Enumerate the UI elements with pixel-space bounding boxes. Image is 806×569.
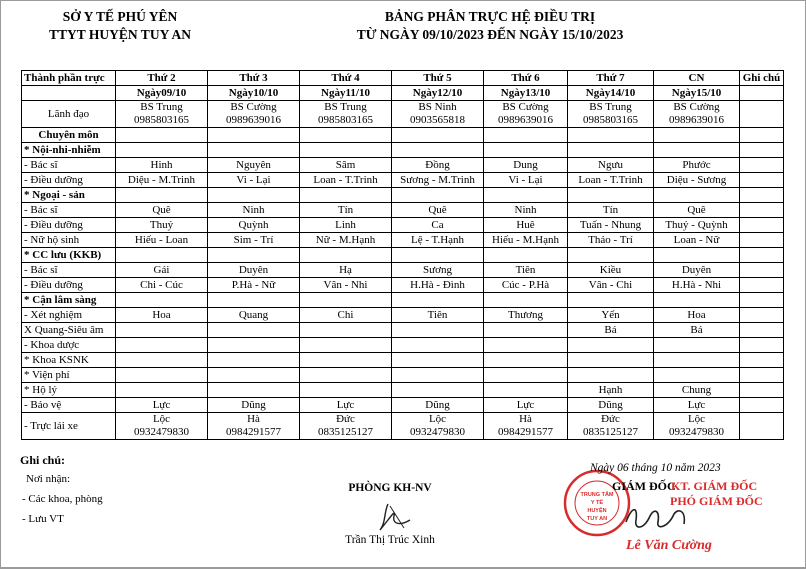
duty-cell <box>654 188 740 203</box>
duty-cell: H.Hà - Đình <box>392 278 484 293</box>
table-row <box>22 278 784 293</box>
duty-cell <box>392 353 484 368</box>
duty-cell <box>392 188 484 203</box>
duty-cell: Ninh <box>484 203 568 218</box>
notes-cell <box>740 248 784 263</box>
title-line-1: BẢNG PHÂN TRỰC HỆ ĐIỀU TRỊ <box>384 9 596 24</box>
driver-cell <box>484 413 568 440</box>
row-label: - Trực lái xe <box>22 413 116 440</box>
duty-cell: Quê <box>116 203 208 218</box>
duty-cell <box>300 353 392 368</box>
duty-cell: Ngưu <box>568 158 654 173</box>
day-name-cell: Thứ 7 <box>568 71 654 86</box>
duty-cell <box>208 143 300 158</box>
table-row <box>22 383 784 398</box>
leader-phone: 0985803165 <box>134 114 189 126</box>
duty-cell: Tiên <box>392 308 484 323</box>
duty-cell <box>392 248 484 263</box>
duty-cell <box>392 338 484 353</box>
day-date-cell: Ngày09/10 <box>116 86 208 101</box>
duty-cell <box>568 338 654 353</box>
duty-cell <box>484 353 568 368</box>
duty-cell <box>568 353 654 368</box>
notes-cell <box>740 398 784 413</box>
day-date-cell: Ngày10/10 <box>208 86 300 101</box>
duty-cell: Tín <box>300 203 392 218</box>
duty-cell <box>568 368 654 383</box>
notes-cell <box>740 383 784 398</box>
notes-cell <box>740 368 784 383</box>
day-name-cell: Thứ 5 <box>392 71 484 86</box>
driver-phone: 0835125127 <box>583 426 638 438</box>
table-row <box>22 338 784 353</box>
department-title: PHÒNG KH-NV <box>348 482 432 494</box>
driver-cell <box>654 413 740 440</box>
duty-cell <box>484 368 568 383</box>
svg-text:HUYỆN: HUYỆN <box>587 508 607 514</box>
duty-cell <box>300 323 392 338</box>
duty-cell <box>392 143 484 158</box>
duty-cell <box>116 188 208 203</box>
org-line-2: TTYT HUYỆN TUY AN <box>49 27 191 42</box>
duty-cell <box>392 368 484 383</box>
duty-cell: Sâm <box>300 158 392 173</box>
leader-cell <box>484 101 568 128</box>
duty-cell <box>116 143 208 158</box>
row-label: - Nữ hộ sinh <box>22 233 116 248</box>
row-label: * CC lưu (KKB) <box>22 248 116 263</box>
document-title <box>300 8 680 44</box>
driver-name: Hà <box>247 413 260 425</box>
duty-cell: Quỳnh <box>208 218 300 233</box>
notes-cell <box>740 128 784 143</box>
duty-cell: Tín <box>568 203 654 218</box>
duty-cell <box>484 338 568 353</box>
day-name-cell: CN <box>654 71 740 86</box>
leader-name: BS Cường <box>230 101 277 113</box>
row-label: Lãnh đạo <box>22 101 116 128</box>
duty-cell <box>300 188 392 203</box>
duty-cell <box>208 248 300 263</box>
duty-cell <box>484 293 568 308</box>
row-label: - Bác sĩ <box>22 263 116 278</box>
duty-cell <box>208 353 300 368</box>
duty-cell: Lực <box>300 398 392 413</box>
duty-cell <box>484 323 568 338</box>
duty-cell <box>484 143 568 158</box>
notes-cell <box>740 263 784 278</box>
duty-cell <box>300 293 392 308</box>
empty-cell <box>22 86 116 101</box>
duty-cell <box>568 248 654 263</box>
driver-name: Đức <box>601 413 620 425</box>
notes-cell <box>740 353 784 368</box>
row-label: - Bác sĩ <box>22 203 116 218</box>
duty-cell: Kiều <box>568 263 654 278</box>
table-row <box>22 233 784 248</box>
leader-cell <box>208 101 300 128</box>
drivers-row <box>22 413 784 440</box>
duty-cell <box>392 383 484 398</box>
duty-cell <box>484 188 568 203</box>
duty-cell <box>300 143 392 158</box>
driver-name: Hà <box>519 413 532 425</box>
leader-phone: 0985803165 <box>583 114 638 126</box>
notes-cell <box>740 233 784 248</box>
duty-cell: Vi - Lại <box>208 173 300 188</box>
svg-text:Y TẾ: Y TẾ <box>590 500 604 506</box>
driver-phone: 0835125127 <box>318 426 373 438</box>
driver-name: Lộc <box>687 413 706 425</box>
duty-cell <box>484 128 568 143</box>
duty-cell <box>484 383 568 398</box>
duty-cell: Hạnh <box>568 383 654 398</box>
notes-cell <box>740 173 784 188</box>
duty-cell: Dũng <box>208 398 300 413</box>
row-label: * Viện phí <box>22 368 116 383</box>
duty-cell <box>116 338 208 353</box>
day-name-cell: Thứ 6 <box>484 71 568 86</box>
duty-cell: Lệ - T.Hạnh <box>392 233 484 248</box>
duty-cell <box>116 353 208 368</box>
notes-cell <box>740 188 784 203</box>
org-line-1: SỞ Y TẾ PHÚ YÊN <box>62 9 178 24</box>
duty-cell <box>654 368 740 383</box>
duty-cell: Quang <box>208 308 300 323</box>
duty-cell: Tuấn - Nhung <box>568 218 654 233</box>
row-label: - Điều dưỡng <box>22 173 116 188</box>
organization-header <box>30 8 210 44</box>
signing-date: Ngày 06 tháng 10 năm 2023 <box>590 462 721 474</box>
duty-cell <box>208 323 300 338</box>
duty-cell: Vân - Chi <box>568 278 654 293</box>
duty-cell <box>116 383 208 398</box>
leader-name: BS Cường <box>502 101 549 113</box>
duty-cell <box>300 128 392 143</box>
duty-cell <box>654 143 740 158</box>
row-label: - Điều dưỡng <box>22 278 116 293</box>
driver-name: Lộc <box>152 413 171 425</box>
duty-cell: H.Hà - Nhi <box>654 278 740 293</box>
day-date-cell: Ngày12/10 <box>392 86 484 101</box>
duty-cell: Phước <box>654 158 740 173</box>
leaders-row <box>22 101 784 128</box>
duty-cell: Hoa <box>654 308 740 323</box>
driver-phone: 0984291577 <box>498 426 553 438</box>
department-signature <box>370 500 420 534</box>
driver-name: Lộc <box>428 413 447 425</box>
duty-cell: Chi <box>300 308 392 323</box>
leader-phone: 0985803165 <box>318 114 373 126</box>
duty-cell <box>654 128 740 143</box>
notes-block <box>20 453 103 525</box>
duty-cell: Dung <box>484 158 568 173</box>
day-name-cell: Thứ 4 <box>300 71 392 86</box>
notes-cell <box>740 413 784 440</box>
duty-cell: P.Hà - Nữ <box>208 278 300 293</box>
table-row <box>22 188 784 203</box>
driver-cell <box>392 413 484 440</box>
department-signer: Trần Thị Trúc Xinh <box>345 534 435 546</box>
duty-cell <box>208 368 300 383</box>
table-row <box>22 368 784 383</box>
duty-cell: Lực <box>116 398 208 413</box>
notes-cell <box>740 158 784 173</box>
leader-cell <box>654 101 740 128</box>
duty-cell <box>654 248 740 263</box>
duty-cell: Vi - Lại <box>484 173 568 188</box>
recipient-item: - Lưu VT <box>22 513 64 525</box>
deputy-director-line: PHÓ GIÁM ĐỐC <box>670 494 763 508</box>
notes-cell <box>740 293 784 308</box>
duty-cell: Loan - T.Trinh <box>300 173 392 188</box>
duty-cell: Ca <box>392 218 484 233</box>
table-row <box>22 398 784 413</box>
duty-cell: Chung <box>654 383 740 398</box>
empty-cell <box>740 86 784 101</box>
table-row <box>22 143 784 158</box>
table-row <box>22 218 784 233</box>
driver-phone: 0932479830 <box>410 426 465 438</box>
table-row <box>22 293 784 308</box>
header-row-dates <box>22 86 784 101</box>
svg-text:TRUNG TÂM: TRUNG TÂM <box>580 492 614 498</box>
duty-cell <box>208 293 300 308</box>
table-row <box>22 308 784 323</box>
driver-cell <box>568 413 654 440</box>
duty-cell <box>300 383 392 398</box>
duty-cell: Bá <box>568 323 654 338</box>
col-header-role: Thành phần trực <box>22 71 116 86</box>
duty-cell <box>654 293 740 308</box>
duty-cell <box>208 128 300 143</box>
row-label: - Bác sĩ <box>22 158 116 173</box>
duty-cell: Vân - Nhi <box>300 278 392 293</box>
notes-cell <box>740 101 784 128</box>
header-row-days <box>22 71 784 86</box>
duty-cell <box>116 368 208 383</box>
leader-cell <box>568 101 654 128</box>
duty-cell: Duyên <box>208 263 300 278</box>
notes-cell <box>740 278 784 293</box>
row-label: - Khoa dược <box>22 338 116 353</box>
duty-cell <box>300 248 392 263</box>
duty-cell: Tiên <box>484 263 568 278</box>
duty-cell: Sim - Trí <box>208 233 300 248</box>
duty-cell: Nữ - M.Hạnh <box>300 233 392 248</box>
row-label: * Khoa KSNK <box>22 353 116 368</box>
director-title: GIÁM ĐỐC <box>612 479 676 493</box>
driver-cell <box>208 413 300 440</box>
duty-cell: Yến <box>568 308 654 323</box>
duty-cell: Lực <box>654 398 740 413</box>
table-row <box>22 128 784 143</box>
director-signer: Lê Văn Cường <box>626 538 712 553</box>
duty-cell <box>208 338 300 353</box>
leader-phone: 0903565818 <box>410 114 465 126</box>
notes-cell <box>740 323 784 338</box>
duty-cell: Diệu - M.Trinh <box>116 173 208 188</box>
recipients-label: Nơi nhận: <box>26 473 71 485</box>
leader-name: BS Trung <box>589 101 632 113</box>
kt-director-line: KT. GIÁM ĐỐC <box>671 479 758 493</box>
duty-cell: Hinh <box>116 158 208 173</box>
notes-cell <box>740 143 784 158</box>
row-label: * Hộ lý <box>22 383 116 398</box>
driver-name: Đức <box>336 413 355 425</box>
duty-cell: Ninh <box>208 203 300 218</box>
duty-cell: Thương <box>484 308 568 323</box>
duty-cell <box>208 188 300 203</box>
row-label: Chuyên môn <box>22 128 116 143</box>
title-line-2: TỪ NGÀY 09/10/2023 ĐẾN NGÀY 15/10/2023 <box>356 27 624 42</box>
duty-cell <box>116 128 208 143</box>
duty-cell: Sương <box>392 263 484 278</box>
leader-phone: 0989639016 <box>226 114 281 126</box>
duty-cell: Hạ <box>300 263 392 278</box>
day-date-cell: Ngày13/10 <box>484 86 568 101</box>
table-row <box>22 173 784 188</box>
table-row <box>22 248 784 263</box>
leader-cell <box>116 101 208 128</box>
duty-cell: Loan - T.Trinh <box>568 173 654 188</box>
duty-cell <box>392 323 484 338</box>
duty-cell: Diệu - Sương <box>654 173 740 188</box>
duty-cell: Thuỷ <box>116 218 208 233</box>
day-date-cell: Ngày14/10 <box>568 86 654 101</box>
duty-cell: Duyên <box>654 263 740 278</box>
leader-name: BS Ninh <box>418 101 457 113</box>
duty-cell <box>392 293 484 308</box>
driver-cell <box>300 413 392 440</box>
row-label: * Cận lâm sàng <box>22 293 116 308</box>
table-row <box>22 353 784 368</box>
leader-name: BS Trung <box>140 101 183 113</box>
notes-cell <box>740 308 784 323</box>
driver-phone: 0932479830 <box>134 426 189 438</box>
leader-phone: 0989639016 <box>669 114 724 126</box>
row-label: * Ngoại - sản <box>22 188 116 203</box>
duty-cell <box>208 383 300 398</box>
duty-cell <box>300 338 392 353</box>
duty-cell <box>484 248 568 263</box>
duty-cell: Dũng <box>568 398 654 413</box>
day-date-cell: Ngày15/10 <box>654 86 740 101</box>
col-header-notes: Ghi chú <box>740 71 784 86</box>
duty-cell <box>654 353 740 368</box>
duty-cell: Huê <box>484 218 568 233</box>
duty-cell: Quê <box>654 203 740 218</box>
duty-cell: Gái <box>116 263 208 278</box>
duty-cell <box>116 293 208 308</box>
row-label: - Điều dưỡng <box>22 218 116 233</box>
day-name-cell: Thứ 3 <box>208 71 300 86</box>
row-label: X Quang-Siêu âm <box>22 323 116 338</box>
duty-cell: Đồng <box>392 158 484 173</box>
duty-cell: Cúc - P.Hà <box>484 278 568 293</box>
duty-cell: Thuỷ - Quỳnh <box>654 218 740 233</box>
duty-cell: Nguyên <box>208 158 300 173</box>
notes-cell <box>740 203 784 218</box>
leader-name: BS Trung <box>324 101 367 113</box>
notes-cell <box>740 218 784 233</box>
duty-cell <box>116 323 208 338</box>
duty-cell <box>300 368 392 383</box>
duty-cell <box>568 188 654 203</box>
table-row <box>22 323 784 338</box>
driver-phone: 0984291577 <box>226 426 281 438</box>
director-signature <box>620 500 700 536</box>
day-name-cell: Thứ 2 <box>116 71 208 86</box>
leader-cell <box>392 101 484 128</box>
duty-cell: Hiếu - M.Hạnh <box>484 233 568 248</box>
table-row <box>22 263 784 278</box>
table-row <box>22 203 784 218</box>
leader-phone: 0989639016 <box>498 114 553 126</box>
duty-schedule-table <box>21 70 784 440</box>
duty-cell: Bá <box>654 323 740 338</box>
duty-cell <box>568 293 654 308</box>
notes-cell <box>740 338 784 353</box>
notes-title: Ghi chú: <box>20 453 66 467</box>
duty-cell <box>654 338 740 353</box>
duty-cell <box>568 143 654 158</box>
duty-cell: Lực <box>484 398 568 413</box>
duty-cell: Thảo - Trí <box>568 233 654 248</box>
row-label: - Xét nghiệm <box>22 308 116 323</box>
driver-phone: 0932479830 <box>669 426 724 438</box>
duty-cell: Loan - Nữ <box>654 233 740 248</box>
row-label: * Nội-nhi-nhiễm <box>22 143 116 158</box>
svg-text:TUY AN: TUY AN <box>586 516 608 522</box>
driver-cell <box>116 413 208 440</box>
duty-cell <box>392 128 484 143</box>
duty-cell: Hoa <box>116 308 208 323</box>
duty-cell: Sương - M.Trinh <box>392 173 484 188</box>
duty-cell <box>116 248 208 263</box>
duty-cell: Linh <box>300 218 392 233</box>
table-row <box>22 158 784 173</box>
day-date-cell: Ngày11/10 <box>300 86 392 101</box>
duty-cell: Chi - Cúc <box>116 278 208 293</box>
duty-cell <box>568 128 654 143</box>
row-label: - Bảo vệ <box>22 398 116 413</box>
recipient-item: - Các khoa, phòng <box>22 493 103 505</box>
duty-cell: Quê <box>392 203 484 218</box>
leader-cell <box>300 101 392 128</box>
leader-name: BS Cường <box>673 101 720 113</box>
duty-cell: Hiếu - Loan <box>116 233 208 248</box>
duty-cell: Dũng <box>392 398 484 413</box>
